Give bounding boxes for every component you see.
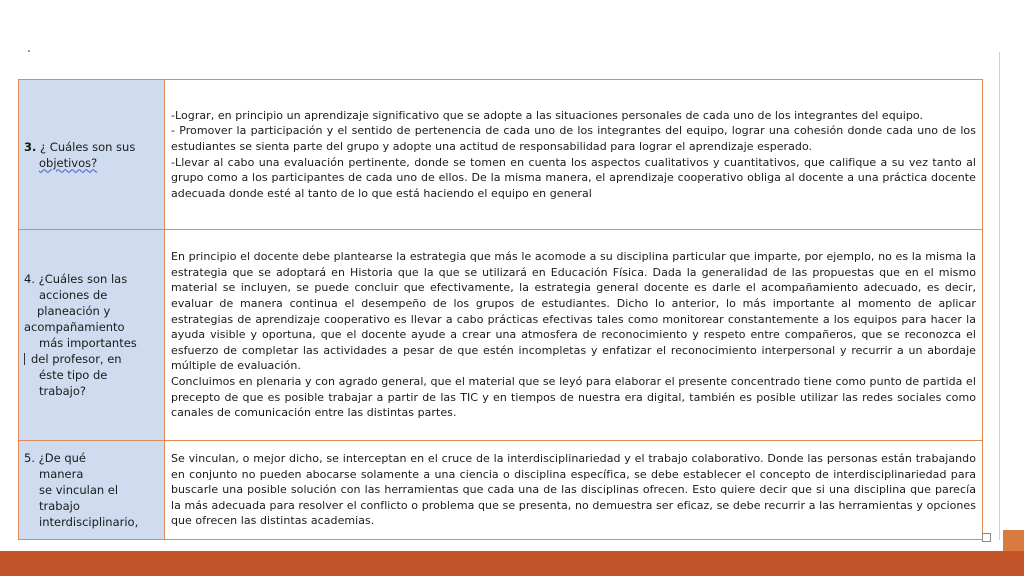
question-line: se vinculan el xyxy=(39,483,119,497)
table-row xyxy=(19,230,983,441)
text-cursor xyxy=(24,353,25,365)
table-row xyxy=(19,441,983,540)
question-cell xyxy=(19,80,165,230)
resize-handle[interactable] xyxy=(982,533,991,542)
footer-bar xyxy=(0,551,1024,576)
question-line: interdisciplinario, xyxy=(39,515,139,529)
answer-cell[interactable] xyxy=(165,230,983,441)
answer-paragraph: - Promover la participación y el sentido de pertenencia de cada uno de los integrantes del equipo, lograr una cohesión donde cada uno de los estudiantes se sienta parte del grupo y adopte una actitud de responsabilidad para lograr el aprendizaje esperado. xyxy=(171,124,976,153)
questions-table xyxy=(18,79,983,540)
question-line: más importantes xyxy=(39,336,137,350)
question-line: planeación y xyxy=(37,304,111,318)
question-line: manera xyxy=(39,467,84,481)
answer-cell[interactable] xyxy=(165,441,983,540)
question-cell xyxy=(19,441,165,540)
answer-paragraph: -Lograr, en principio un aprendizaje significativo que se adopte a las situaciones personales de cada uno de los integrantes del equipo. xyxy=(171,108,924,122)
question-line: del profesor, en xyxy=(31,352,122,366)
answer-paragraph: Concluimos en plenaria y con agrado general, que el material que se leyó para elaborar el presente concentrado tiene como punto de partida el precepto de que es posible trabajar a partir de las TIC y en tiempos de nuestra era digital, también es posible utilizar las redes sociales como canales de comunicación entre las distintas partes. xyxy=(171,374,976,420)
answer-paragraph: En principio el docente debe plantearse la estrategia que más le acomode a su disciplina particular que imparte, por ejemplo, no es la misma la estrategia que se adoptará en Historia que la que se utilizará en Educación Física. Dada la generalidad de las propuestas que en el mismo material se incluyen, se puede concluir que efectivamente, la estrategia general docente es darle el acompañamiento adecuado, es decir, evaluar de manera continua el desempeño de los grupos de estudiantes. Dicho lo anterior, lo más importante al momento de aplicar estrategias de aprendizaje cooperativo es llevar a cabo prácticas efectivas tales como monitorear constantemente a los equipos para hacer la ayuda visible y oportuna, que el docente ayude a crear una atmosfera de reconocimiento y respeto entre compañeros, que se reconozca el esfuerzo de completar las actividades a pesar de que estén incompletas y enfatizar el reconocimiento interpersonal y recurrir a un abordaje múltiple de evaluación. xyxy=(171,250,976,373)
question-line: 5. ¿De qué xyxy=(24,451,86,465)
answer-paragraph: Se vinculan, o mejor dicho, se interceptan en el cruce de la interdisciplinariedad y el trabajo colaborativo. Donde las personas están trabajando en conjunto no pueden abocarse solamente a una ciencia o disciplina específica, se debe establecer el concepto de interdisciplinariedad para buscarle una posible solución con las herramientas que cada una de las disciplinas ofrecen. Esto quiere decir que si una disciplina que parecía la más adecuada para resolver el conflicto o problema que se presenta, no demuestra ser eficaz, se debe recurrir a las herramientas y opciones que ofrecen las distintas academias. xyxy=(171,452,976,528)
footer-accent-block xyxy=(1003,530,1024,551)
question-line: trabajo xyxy=(39,499,80,513)
answer-paragraph: -Llevar al cabo una evaluación pertinente, donde se tomen en cuenta los aspectos cualitativos y cuantitativos, que califique a su vez tanto al grupo como a los participantes de cada uno de ellos. De la misma manera, el aprendizaje cooperativo obliga al docente a una práctica docente adecuada donde esté al tanto de lo que está haciendo el equipo en general xyxy=(171,155,976,200)
question-line: ¿ Cuáles son sus xyxy=(40,139,136,154)
question-line: 4. ¿Cuáles son las xyxy=(24,272,128,286)
table-row xyxy=(19,80,983,230)
question-line: trabajo? xyxy=(39,384,86,398)
slide-right-edge xyxy=(999,52,1000,540)
question-cell xyxy=(19,230,165,441)
question-line-misspelled: objetivos? xyxy=(39,155,98,170)
question-line: éste tipo de xyxy=(39,368,108,382)
answer-cell[interactable] xyxy=(165,80,983,230)
question-number: 3. xyxy=(24,139,37,154)
decorative-dot xyxy=(28,50,30,52)
question-line: acciones de xyxy=(39,288,108,302)
question-line: acompañamiento xyxy=(24,320,125,334)
